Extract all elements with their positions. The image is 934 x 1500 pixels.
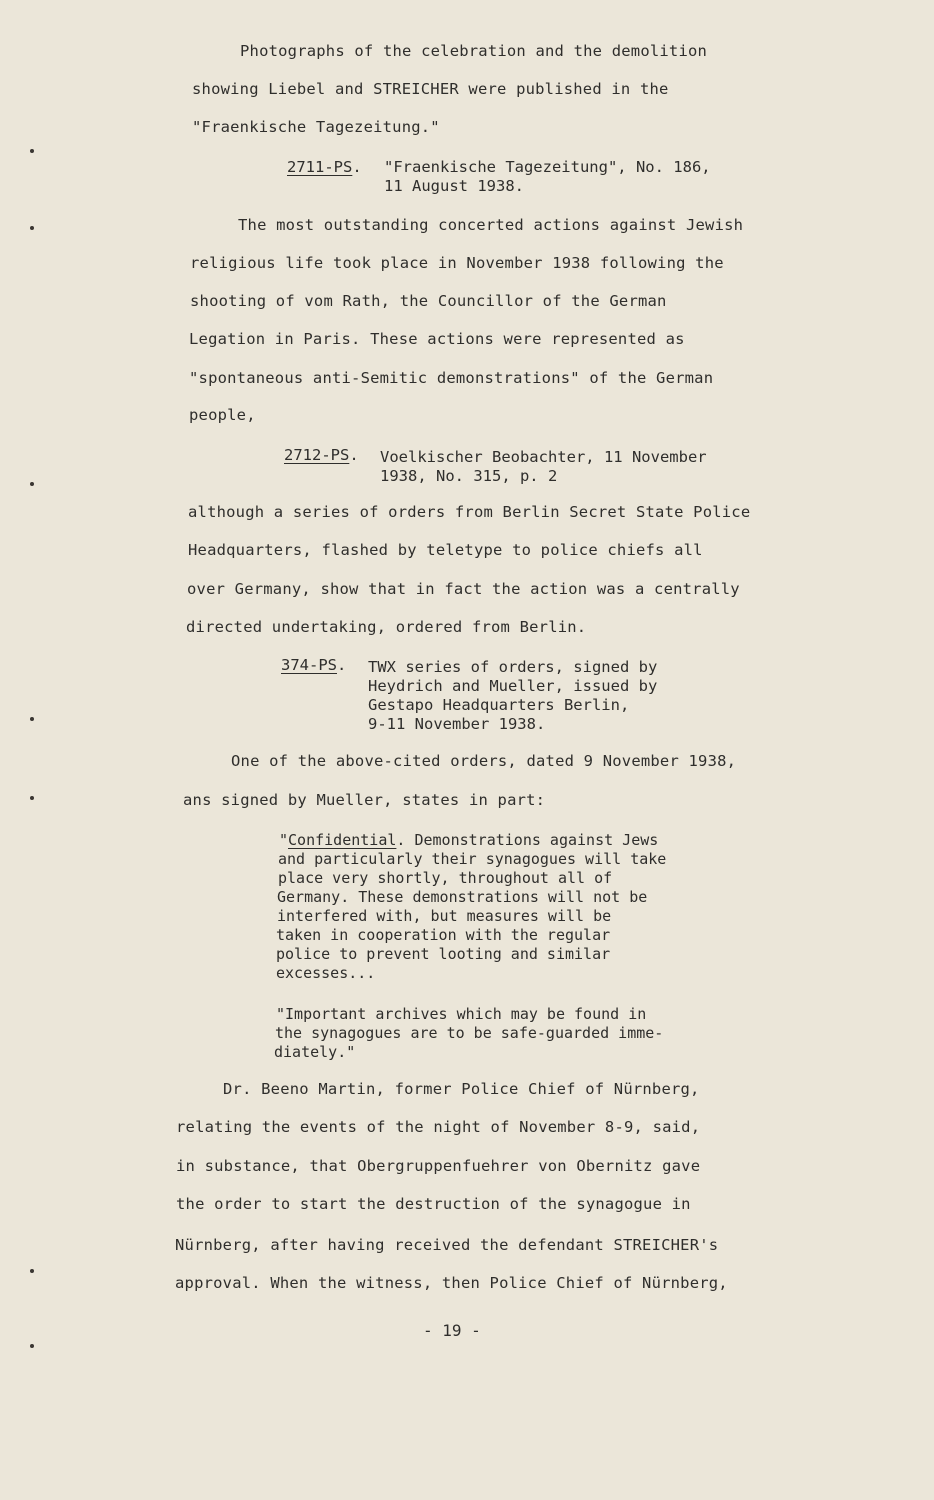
binder-hole-mark [30, 482, 34, 486]
citation-line: 11 August 1938. [384, 177, 524, 195]
citation-line: Voelkischer Beobachter, 11 November [380, 448, 707, 466]
citation-reference: 2712-PS [284, 446, 350, 464]
citation-reference: 374-PS [281, 656, 337, 674]
text-line: in substance, that Obergruppenfuehrer von Obernitz gave [176, 1157, 701, 1175]
quote-line: interfered with, but measures will be [277, 907, 612, 925]
quote-text: . Demonstrations against Jews [396, 831, 659, 849]
text-line: Photographs of the celebration and the demolition [240, 42, 708, 60]
text-line: The most outstanding concerted actions against Jewish [238, 216, 744, 234]
text-line: "spontaneous anti-Semitic demonstrations" of the German [189, 369, 714, 387]
binder-hole-mark [30, 226, 34, 230]
quote-line: excesses... [276, 964, 376, 982]
quote-line: Germany. These demonstrations will not be [277, 888, 648, 906]
binder-hole-mark [30, 796, 34, 800]
citation-separator: . [337, 656, 347, 674]
text-line: religious life took place in November 1938 following the [190, 254, 724, 272]
binder-hole-mark [30, 149, 34, 153]
quote-line: diately." [274, 1043, 356, 1061]
quote-line: and particularly their synagogues will take [278, 850, 667, 868]
text-line: showing Liebel and STREICHER were published in the [192, 80, 669, 98]
text-line: approval. When the witness, then Police Chief of Nürnberg, [175, 1274, 728, 1292]
binder-hole-mark [30, 717, 34, 721]
citation-line: TWX series of orders, signed by [368, 658, 658, 676]
text-line: ans signed by Mueller, states in part: [183, 791, 546, 809]
page-number: - 19 - [423, 1321, 481, 1340]
citation-reference: 2711-PS [287, 158, 353, 176]
quote-line: the synagogues are to be safe-guarded imme- [275, 1024, 664, 1042]
text-line: "Fraenkische Tagezeitung." [192, 118, 440, 136]
text-line: One of the above-cited orders, dated 9 November 1938, [231, 752, 737, 770]
text-line: people, [189, 406, 256, 424]
citation-line: 9-11 November 1938. [368, 715, 546, 733]
citation-line [284, 446, 359, 464]
quote-line: place very shortly, throughout all of [278, 869, 613, 887]
binder-hole-mark [30, 1344, 34, 1348]
quote-line: "Important archives which may be found in [276, 1005, 647, 1023]
citation-separator: . [349, 446, 359, 464]
quote-emphasis: Confidential [288, 831, 397, 849]
quote-line [279, 831, 658, 850]
text-line: the order to start the destruction of the synagogue in [176, 1195, 691, 1213]
text-line: Legation in Paris. These actions were represented as [189, 330, 685, 348]
text-line: directed undertaking, ordered from Berlin. [186, 618, 587, 636]
citation-separator: . [352, 158, 362, 176]
binder-hole-mark [30, 1269, 34, 1273]
citation-line: 1938, No. 315, p. 2 [380, 467, 558, 485]
text-line: Dr. Beeno Martin, former Police Chief of Nürnberg, [223, 1080, 700, 1098]
text-line: although a series of orders from Berlin Secret State Police [188, 503, 751, 521]
citation-line: Heydrich and Mueller, issued by [368, 677, 658, 695]
text-line: Nürnberg, after having received the defendant STREICHER's [175, 1236, 719, 1254]
text-line: Headquarters, flashed by teletype to police chiefs all [188, 541, 703, 559]
citation-line: "Fraenkische Tagezeitung", No. 186, [384, 158, 711, 176]
quote-line: taken in cooperation with the regular [276, 926, 611, 944]
quote-line: police to prevent looting and similar [276, 945, 611, 963]
text-line: relating the events of the night of November 8-9, said, [176, 1118, 701, 1136]
citation-line [281, 656, 346, 674]
citation-line [287, 158, 362, 176]
opening-quote-mark: " [279, 831, 289, 849]
text-line: shooting of vom Rath, the Councillor of the German [190, 292, 667, 310]
text-line: over Germany, show that in fact the action was a centrally [187, 580, 740, 598]
citation-line: Gestapo Headquarters Berlin, [368, 696, 630, 714]
